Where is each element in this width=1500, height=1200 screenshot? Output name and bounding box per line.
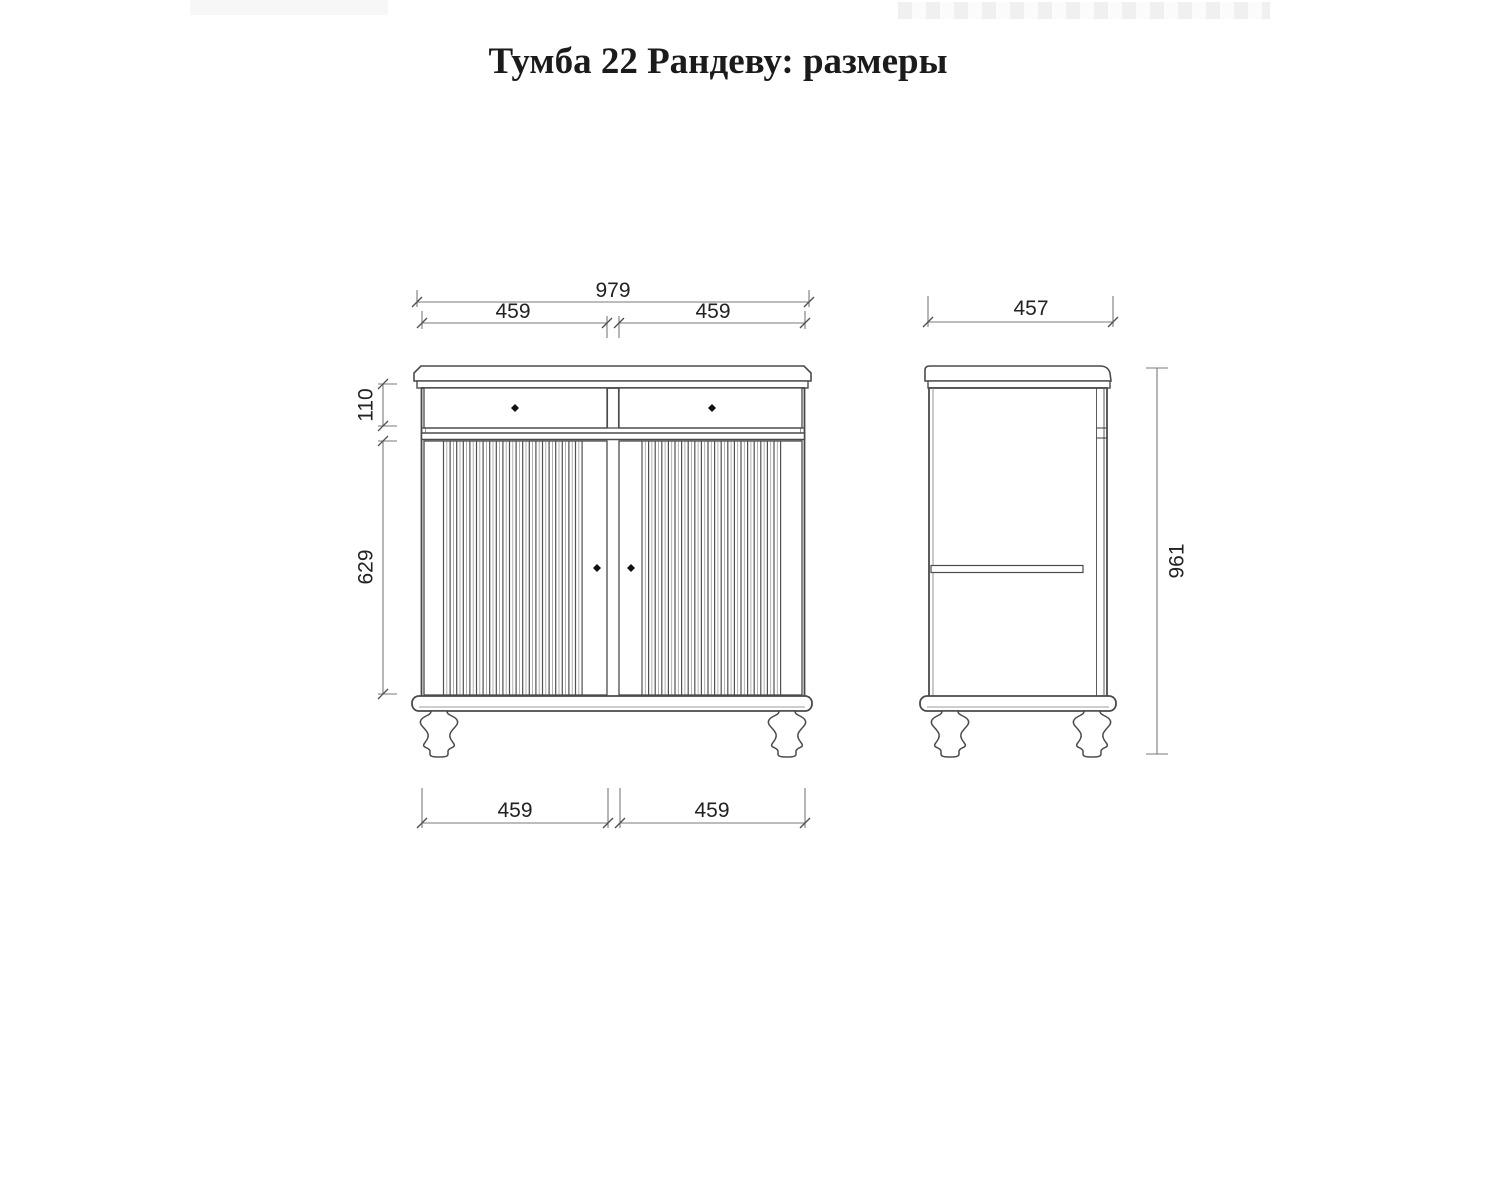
dim-label: 459 xyxy=(495,300,531,323)
side-top-cap xyxy=(925,366,1111,381)
front-top-cap-moulding xyxy=(417,381,808,388)
side-plinth xyxy=(920,696,1116,711)
dim-front-top-right-section xyxy=(614,300,810,338)
front-plinth xyxy=(412,696,812,711)
side-view xyxy=(920,366,1116,757)
dim-label: 459 xyxy=(695,300,731,323)
dim-label: 459 xyxy=(497,799,533,822)
dim-front-bottom-right-section xyxy=(615,788,810,828)
side-body xyxy=(929,388,1107,697)
dim-front-top-left-section xyxy=(417,300,612,338)
dim-label: 457 xyxy=(1013,297,1049,320)
dim-label: 459 xyxy=(694,799,730,822)
dim-side-depth xyxy=(923,296,1118,327)
front-top-cap xyxy=(414,366,811,381)
dim-front-drawer-height xyxy=(355,379,398,431)
front-leg-left xyxy=(420,711,457,757)
front-rail xyxy=(422,433,805,440)
dim-side-total-height xyxy=(1146,368,1189,754)
side-leg-back xyxy=(931,711,968,757)
side-leg-front xyxy=(1073,711,1110,757)
side-top-cap-moulding xyxy=(928,381,1110,388)
dim-label: 979 xyxy=(595,279,631,302)
front-leg-right xyxy=(768,711,805,757)
dim-label: 629 xyxy=(354,549,378,585)
front-view xyxy=(412,366,812,757)
dim-label: 961 xyxy=(1165,543,1189,579)
dim-front-total-width xyxy=(412,279,814,307)
dim-label: 110 xyxy=(354,388,378,422)
dim-front-door-height xyxy=(355,436,398,699)
dim-front-bottom-left-section xyxy=(417,788,613,828)
page-title: Тумба 22 Рандеву: размеры xyxy=(488,41,948,82)
side-shelf xyxy=(931,566,1083,573)
